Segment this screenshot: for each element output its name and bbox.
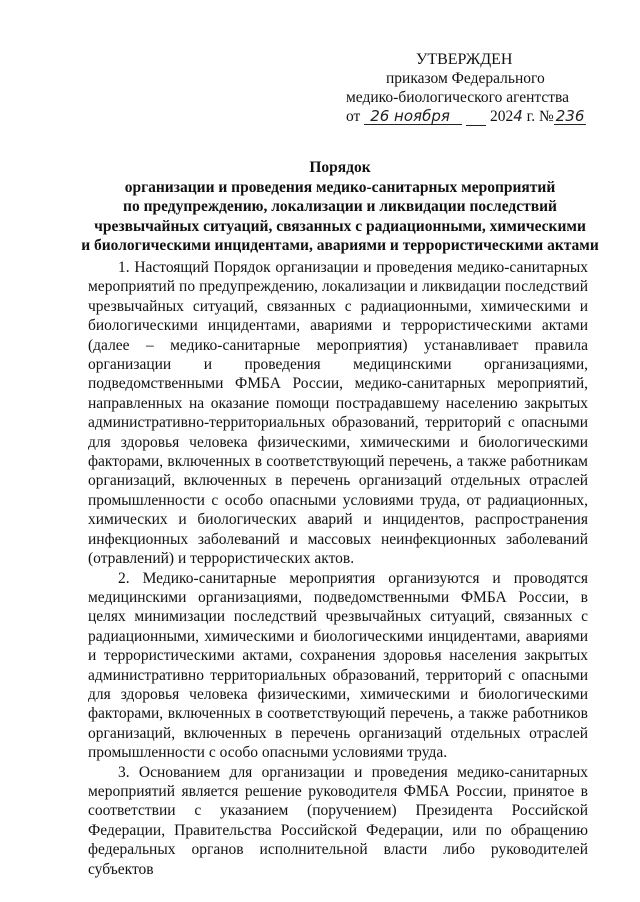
approval-agency-line: медико-биологического агентства [346,89,570,106]
handwritten-year-digit: 4 [513,107,523,125]
date-prefix: от [346,108,361,125]
document-heading [70,158,610,256]
approval-date-line [340,107,600,126]
heading-line: чрезвычайных ситуаций, связанных с радиационными, химическими [94,217,586,235]
document-body [88,258,588,879]
heading-title: Порядок [309,159,371,176]
heading-line: по предупреждению, локализации и ликвидации последствий [123,198,557,215]
paragraph-1: 1. Настоящий Порядок организации и проведения медико-санитарных мероприятий по предупреждению, локализации и ликвидации последствий чрезвычайных ситуаций, связанных с радиационными, химическими и биологическими инцидентами, авариями и террористическими актами (далее – медико-санитарные мероприятия) устанавливает правила организации и проведения медицинскими организациями, подведомственными ФМБА России, медико-санитарных мероприятий, направленных на оказание помощи пострадавшему населению закрытых административно-территориальных образований, территорий с опасными для здоровья человека физическими, химическими и биологическими факторами, включенных в соответствующий перечень, а также работникам организаций, включенных в перечень организаций отдельных отраслей промышленности с особо опасными условиями труда, от радиационных, химических и биологических аварий и инцидентов, распространения инфекционных заболеваний и массовых неинфекционных заболеваний (отравлений) и террористических актов. [88,259,588,568]
heading-line: организации и проведения медико-санитарных мероприятий [124,178,556,196]
paragraph-3: 3. Основанием для организации и проведения медико-санитарных мероприятий является решение руководителя ФМБА России, принятое в соответствии с указанием (поручением) Президента Российской Федерации, Правительства Российской Федерации, или по обращению федеральных органов исполнительной власти либо руководителей субъектов [88,763,588,878]
year-prefix: 202 [489,108,514,125]
year-suffix: г. № [526,108,554,125]
paragraph-2: 2. Медико-санитарные мероприятия организуются и проводятся медицинскими организациями, подведомственными ФМБА России, в целях минимизации последствий чрезвычайных ситуаций, связанных с радиационными, химическими и биологическими инцидентами, авариями и террористическими актами, сохранения здоровья населения закрытых административно территориальных образований, территорий с опасными для здоровья человека физическими, химическими и биологическими факторами, включенных в соответствующий перечень, а также работников организаций, включенных в перечень организаций отдельных отраслей промышленности с особо опасными условиями труда. [88,569,588,762]
approval-stamp [340,50,600,126]
approval-title: УТВЕРЖДЕН [416,51,513,68]
date-blank [466,109,486,126]
handwritten-order-number: 236 [555,107,585,125]
handwritten-date: 26 ноября [364,108,462,125]
approval-order-line: приказом Федерального [386,70,545,87]
heading-line: и биологическими инцидентами, авариями и террористическими актами [81,237,599,254]
